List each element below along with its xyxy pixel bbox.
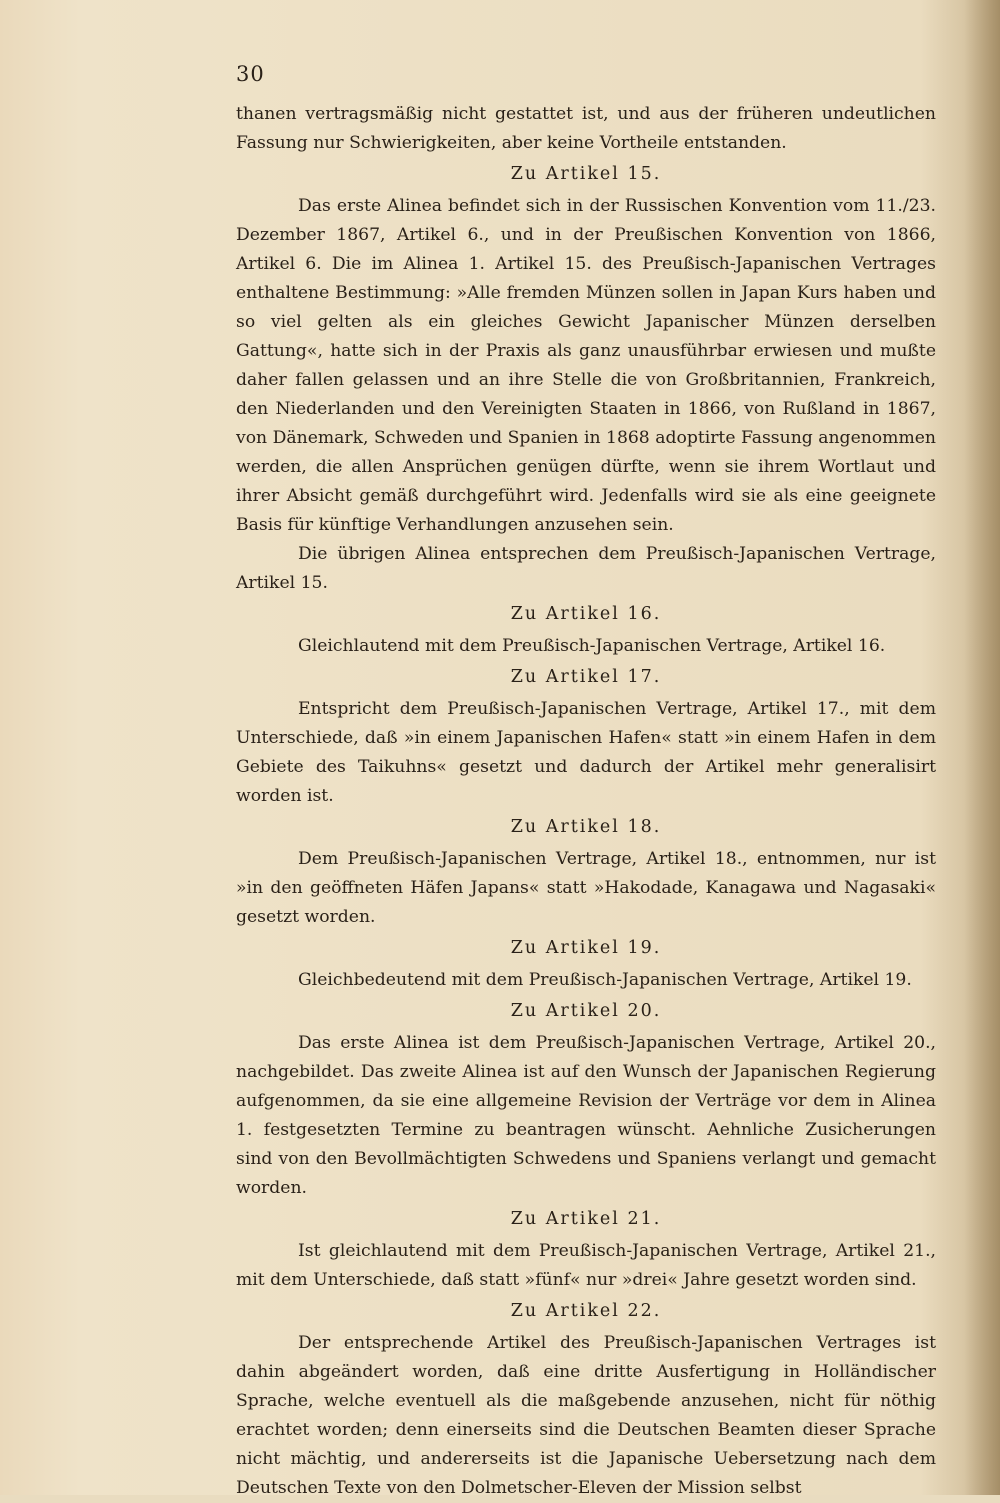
section-heading: Zu Artikel 18.	[510, 817, 662, 837]
paragraph: Gleichbedeutend mit dem Preußisch-Japanischen Vertrage, Artikel 19.	[298, 970, 912, 990]
page-number: 30	[236, 62, 265, 86]
paragraph: Dem Preußisch-Japanischen Vertrage, Artikel 18., entnommen, nur ist »in den geöffneten Häfen Japans« statt »Hakodade, Kanagawa und Nagasaki« gesetzt worden.	[236, 849, 936, 927]
section-heading: Zu Artikel 20.	[510, 1001, 662, 1021]
section-heading: Zu Artikel 22.	[510, 1301, 662, 1321]
paragraph: Das erste Alinea ist dem Preußisch-Japanischen Vertrage, Artikel 20., nachgebildet. Das zweite Alinea ist auf den Wunsch der Japanischen Regierung aufgenommen, da sie eine allgemeine Revision der Verträge vor dem in Alinea 1. festgesetzten Termine zu beantragen wünscht. Aehnliche Zusicherungen sind von den Bevollmächtigten Schwedens und Spaniens verlangt und gemacht worden.	[236, 1033, 936, 1198]
section-heading: Zu Artikel 15.	[510, 164, 662, 184]
paragraph: Ist gleichlautend mit dem Preußisch-Japanischen Vertrage, Artikel 21., mit dem Unterschiede, daß statt »fünf« nur »drei« Jahre gesetzt worden sind.	[236, 1241, 936, 1290]
page-edge-shadow	[964, 0, 1000, 1495]
section-heading: Zu Artikel 17.	[510, 667, 662, 687]
section-heading: Zu Artikel 16.	[510, 604, 662, 624]
section-heading: Zu Artikel 21.	[510, 1209, 662, 1229]
paragraph: Das erste Alinea befindet sich in der Russischen Konvention vom 11./23. Dezember 1867, Artikel 6., und in der Preußischen Konvention von 1866, Artikel 6. Die im Alinea 1. Artikel 15. des Preußisch-Japanischen Vertrages enthaltene Bestimmung: »Alle fremden Münzen sollen in Japan Kurs haben und so viel gelten als ein gleiches Gewicht Japanischer Münzen derselben Gattung«, hatte sich in der Praxis als ganz unausführbar erwiesen und mußte daher fallen gelassen und an ihre Stelle die von Großbritannien, Frankreich, den Niederlanden und den Vereinigten Staaten in 1866, von Rußland in 1867, von Dänemark, Schweden und Spanien in 1868 adoptirte Fassung angenommen werden, die allen Ansprüchen genügen dürfte, wenn sie ihrem Wortlaut und ihrer Absicht gemäß durchgeführt wird. Jedenfalls wird sie als eine geeignete Basis für künftige Verhandlungen anzusehen sein.	[236, 196, 936, 535]
body-text	[236, 100, 936, 1503]
paragraph: Der entsprechende Artikel des Preußisch-Japanischen Vertrages ist dahin abgeändert worden, daß eine dritte Ausfertigung in Holländischer Sprache, welche eventuell als die maßgebende anzusehen, nicht für nöthig erachtet worden; denn einerseits sind die Deutschen Beamten dieser Sprache nicht mächtig, und andererseits ist die Japanische Uebersetzung nach dem Deutschen Texte von den Dolmetscher-Eleven der Mission selbst	[236, 1333, 936, 1498]
paragraph: thanen vertragsmäßig nicht gestattet ist, und aus der früheren undeutlichen Fassung nur Schwierigkeiten, aber keine Vortheile entstanden.	[236, 104, 936, 153]
paragraph: Die übrigen Alinea entsprechen dem Preußisch-Japanischen Vertrage, Artikel 15.	[236, 544, 936, 593]
section-heading: Zu Artikel 19.	[510, 938, 662, 958]
paragraph: Gleichlautend mit dem Preußisch-Japanischen Vertrage, Artikel 16.	[298, 636, 886, 656]
paragraph: Entspricht dem Preußisch-Japanischen Vertrage, Artikel 17., mit dem Unterschiede, daß »in einem Japanischen Hafen« statt »in einem Hafen in dem Gebiete des Taikuhns« gesetzt und dadurch der Artikel mehr generalisirt worden ist.	[236, 699, 936, 806]
